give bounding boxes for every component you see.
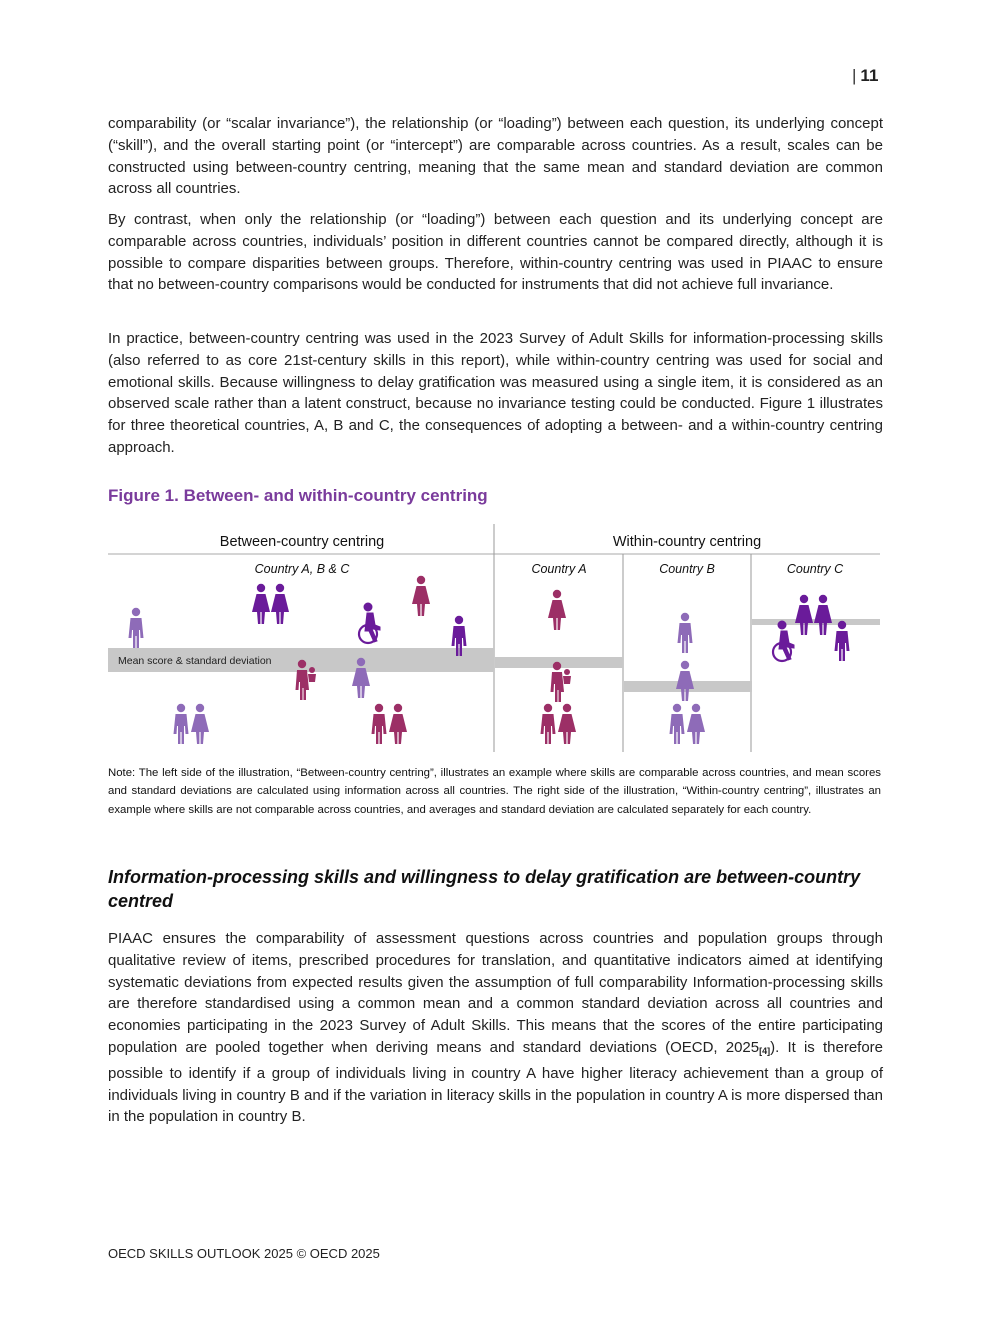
centring-figure [108,522,881,754]
page-footer: OECD SKILLS OUTLOOK 2025 © OECD 2025 [108,1246,380,1261]
woman-icon [676,661,694,701]
paragraph-3: In practice, between-country centring was used in the 2023 Survey of Adult Skills for information-processing skills (also referred to as core 21st-century skills in this report), while within-country centring was used for social and emotional skills. Because willingness to delay gratification was measured using a single item, it is considered as an observed scale rather than a latent construct, because no invariance testing could be conducted. Figure 1 illustrates for three theoretical countries, A, B and C, the consequences of adopting a between- and a within-country centring approach. [108,330,883,456]
figure-title: Figure 1. Between- and within-country centring [108,486,488,505]
person-icon [678,613,693,653]
person-icon [129,608,144,648]
couple-icon [670,704,706,744]
couple-icon [252,584,289,624]
page-number-value: 11 [860,66,879,85]
wheelchair-icon [773,621,794,661]
paragraph-1: comparability (or “scalar invariance”), the relationship (or “loading”) between each question, its underlying concept (“skill”), and the overall starting point (or “intercept”) are comparable across countries. As a result, scales can be constructed using between-country centring, meaning that the same mean and standard deviation are common across all countries. [108,115,883,198]
paragraph-4-part-a: PIAAC ensures the comparability of assessment questions across countries and population groups through qualitative review of items, prescribed procedures for translation, and quantitative indicators aimed at identifying systematic deviations from expected results given the assumption of full comparability Information-processing skills are therefore standardised using a common mean and a common standard deviation across all countries and economies participating in the 2023 Survey of Adult Skills. This means that the scores of the entire participating population are pooled together when deriving means and standard deviations (OECD, 2025 [108,930,883,1056]
subheader-c: Country C [786,562,844,576]
right-header: Within-country centring [612,534,762,550]
figure-note: Note: The left side of the illustration, “Between-country centring”, illustrates an example where skills are comparable across countries, and mean scores and standard deviations are calculated using information across all countries. The right side of the illustration, “Within-country centring”, illustrates an example where skills are not comparable across countries, and averages and standard deviation are calculated separately for each country. [108,767,881,816]
couple-icon [174,704,210,744]
person-icon [835,621,850,661]
section-heading: Information-processing skills and willingness to delay gratification are between-country centred [108,867,861,911]
paragraph-2: By contrast, when only the relationship (or “loading”) between each question and its underlying concept are comparable across countries, individuals’ position in different countries cannot be compared directly, although it is possible to compare disparities between groups. Therefore, within-country centring was used in PIAAC to ensure that no between-country comparisons would be conducted for instruments that did not achieve full invariance. [108,211,883,294]
woman-icon [548,590,566,630]
couple-icon [372,704,408,744]
mean-label: Mean score & standard deviation [118,655,272,667]
paragraph-4 [108,928,883,1128]
page-number [852,66,878,86]
paragraph-4-part-b: ). It is therefore possible to identify if a group of individuals living in country A have higher literacy achievement than a group of individuals living in country B and if the variation in literacy skills in the population in country A is more dispersed than in the population in country B. [108,1038,884,1126]
subheader-b: Country B [659,562,715,576]
subheader-a: Country A [531,562,587,576]
header-bar: | [852,66,857,85]
left-header: Between-country centring [219,534,385,550]
wheelchair-icon [359,603,380,643]
woman-icon [412,576,430,616]
reference-link[interactable]: [4] [759,1045,771,1056]
couple-icon [795,595,832,635]
couple-icon [541,704,577,744]
subheader-abc: Country A, B & C [254,562,350,576]
